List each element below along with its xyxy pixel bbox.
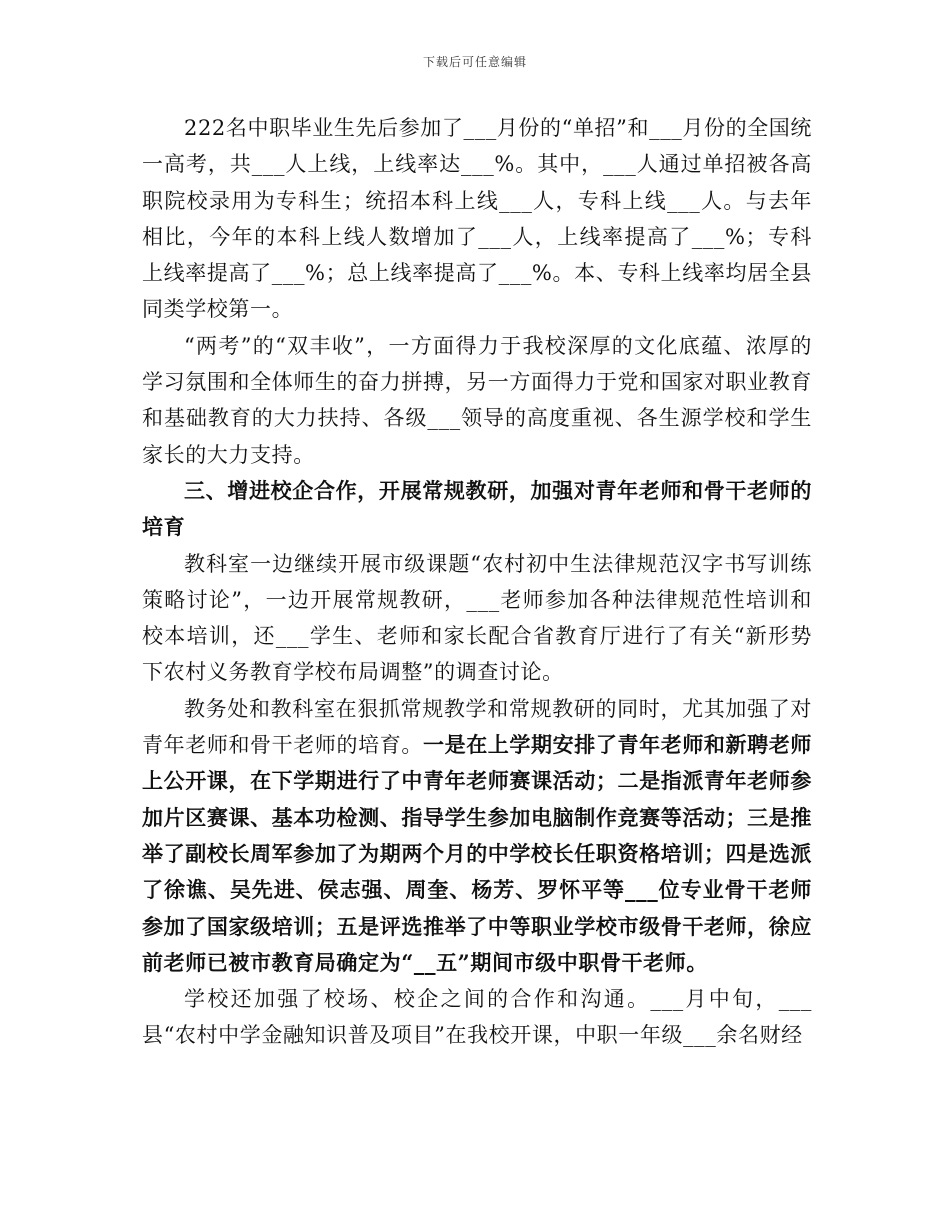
section-heading-3: 三、增进校企合作，开展常规教研，加强对青年老师和骨干老师的培育 [142, 477, 812, 540]
paragraph-teacher-training-lead: 教务处和教科室在狠抓常规教学和常规教研的同时，尤其加强了对青年老师和骨干老师的培育。 [142, 696, 812, 758]
paragraph-teacher-training [142, 691, 812, 981]
paragraph-teaching-research: 教科室一边继续开展市级课题“农村初中生法律规范汉字书写训练策略讨论”，一边开展常规教研，___老师参加各种法律规范性培训和校本培训，还___学生、老师和家长配合省教育厅进行了有关“新形势下农村义务教育学校布局调整”的调查讨论。 [142, 551, 812, 685]
document-body [142, 110, 812, 1054]
header-note: 下载后可任意编辑 [422, 55, 527, 69]
paragraph-school-enterprise: 学校还加强了校场、校企之间的合作和沟通。___月中旬，___县“农村中学金融知识普及项目”在我校开课，中职一年级___余名财经 [142, 987, 812, 1048]
paragraph-teacher-training-list: 一是在上学期安排了青年老师和新聘老师上公开课，在下学期进行了中青年老师赛课活动；二是指派青年老师参加片区赛课、基本功检测、指导学生参加电脑制作竞赛等活动；三是推举了副校长周军参加了为期两个月的中学校长任职资格培训；四是选派了徐谯、吴先进、侯志强、周奎、杨芳、罗怀平等___位专业骨干老师参加了国家级培训；五是评选推举了中等职业学校市级骨干老师，徐应前老师已被市教育局确定为“__五”期间市级中职骨干老师。 [142, 732, 812, 975]
paragraph-exam-results: 222名中职毕业生先后参加了___月份的“单招”和___月份的全国统一高考，共___人上线，上线率达___%。其中，___人通过单招被各高职院校录用为专科生；统招本科上线___人，专科上线___人。与去年相比，今年的本科上线人数增加了___人，上线率提高了___%；专科上线率提高了___%；总上线率提高了___%。本、专科上线率均居全县同类学校第一。 [142, 116, 812, 322]
paragraph-double-harvest: “两考”的“双丰收”，一方面得力于我校深厚的文化底蕴、浓厚的学习氛围和全体师生的奋力拼搏，另一方面得力于党和国家对职业教育和基础教育的大力扶持、各级___领导的高度重视、各生源学校和学生家长的大力支持。 [142, 333, 812, 467]
